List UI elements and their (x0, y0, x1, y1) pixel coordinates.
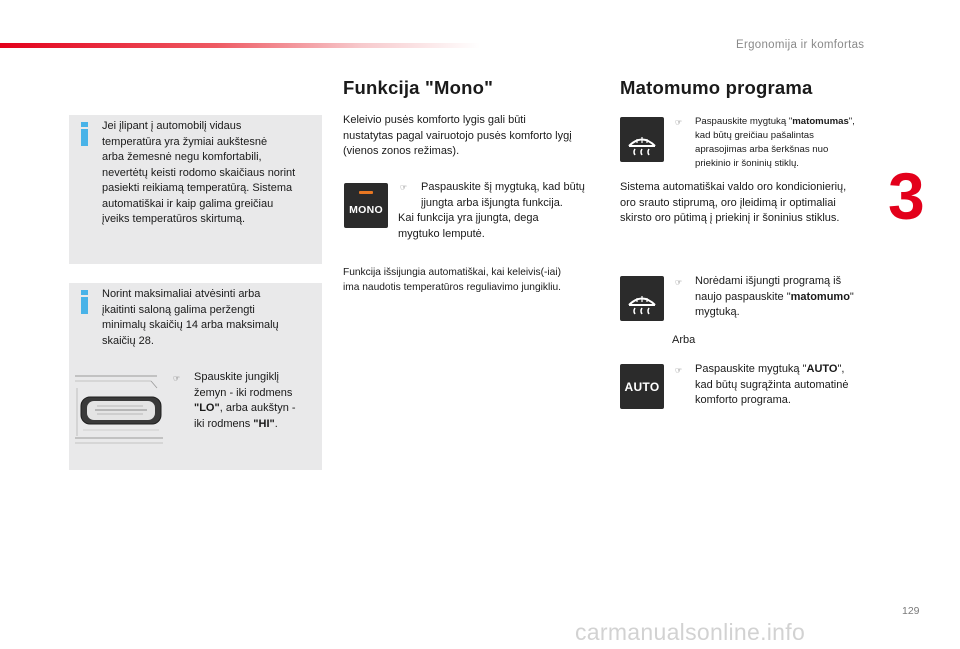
visibility-description: Sistema automatiškai valdo oro kondicionierių, oro srauto stiprumą, oro įleidimą ir optimaliai skirsto oro pūtimą į priekinį ir šoninius stiklus. (620, 181, 847, 224)
mono-button-icon: MONO (344, 183, 388, 228)
auto-button-icon: AUTO (620, 364, 664, 409)
windscreen-demist-button-icon (620, 117, 664, 162)
bullet-icon: ☞ (675, 118, 683, 127)
windscreen-demist-icon (620, 117, 664, 162)
visibility-section-title: Matomumo programa (620, 77, 813, 98)
temperature-switch-illustration (73, 372, 165, 448)
info-note-text: Jei įlipant į automobilį vidaus temperatūra yra žymiai aukštesnė arba žemesnė negu komfortabili, nevertėtų keisti rodomo skaičiaus norint pasiekti reikiamą temperatūrą. Sistema automatiškai ir kaip galima greičiau įveiks temperatūros skirtumą. (102, 120, 296, 225)
or-label: Arba (672, 334, 696, 346)
mono-indicator-led (359, 191, 373, 194)
bullet-icon: ☞ (675, 366, 683, 375)
bullet-icon: ☞ (173, 374, 181, 383)
page-number: 129 (902, 605, 920, 617)
watermark: carmanualsonline.info (575, 619, 806, 645)
info-note-text: Norint maksimaliai atvėsinti arba įkaitinti saloną galima peržengti minimalų skaičių 14 arba maksimalų skaičių 28. (102, 288, 279, 347)
windscreen-demist-icon (620, 276, 664, 321)
mono-section-title: Funkcija "Mono" (343, 77, 494, 98)
mono-step: Paspauskite šį mygtuką, kad būtų įjungta arba išjungta funkcija. (421, 181, 585, 209)
chapter-title: Ergonomija ir komfortas (736, 39, 865, 51)
info-note-box (69, 115, 322, 264)
visibility-step-2: Norėdami išjungti programą iš naujo paspauskite "matomumo" mygtuką. (695, 275, 854, 318)
windscreen-demist-button-icon (620, 276, 664, 321)
bullet-icon: ☞ (675, 278, 683, 287)
chapter-number: 3 (888, 159, 925, 233)
mono-note: Funkcija išsijungia automatiškai, kai keleivis(-iai) ima naudotis temperatūros reguliavimo jungikliu. (343, 267, 562, 293)
bullet-icon: ☞ (400, 183, 408, 192)
mono-step-after: Kai funkcija yra įjungta, dega mygtuko lemputė. (398, 212, 539, 240)
switch-instruction: Spauskite jungiklį žemyn - iki rodmens "LO", arba aukštyn - iki rodmens "HI". (194, 371, 296, 430)
visibility-step-1: Paspauskite mygtuką "matomumas", kad būtų greičiau pašalintas aprasojimas arba šerkšnas nuo priekinio ir šoninių stiklų. (695, 116, 855, 169)
visibility-step-3: Paspauskite mygtuką "AUTO", kad būtų sugrąžinta automatinė komforto programa. (695, 363, 849, 406)
mono-intro: Keleivio pusės komforto lygis gali būti nustatytas pagal vairuotojo pusės komforto lygį (vienos zonos režimas). (343, 114, 572, 157)
header-accent-bar (0, 43, 480, 48)
